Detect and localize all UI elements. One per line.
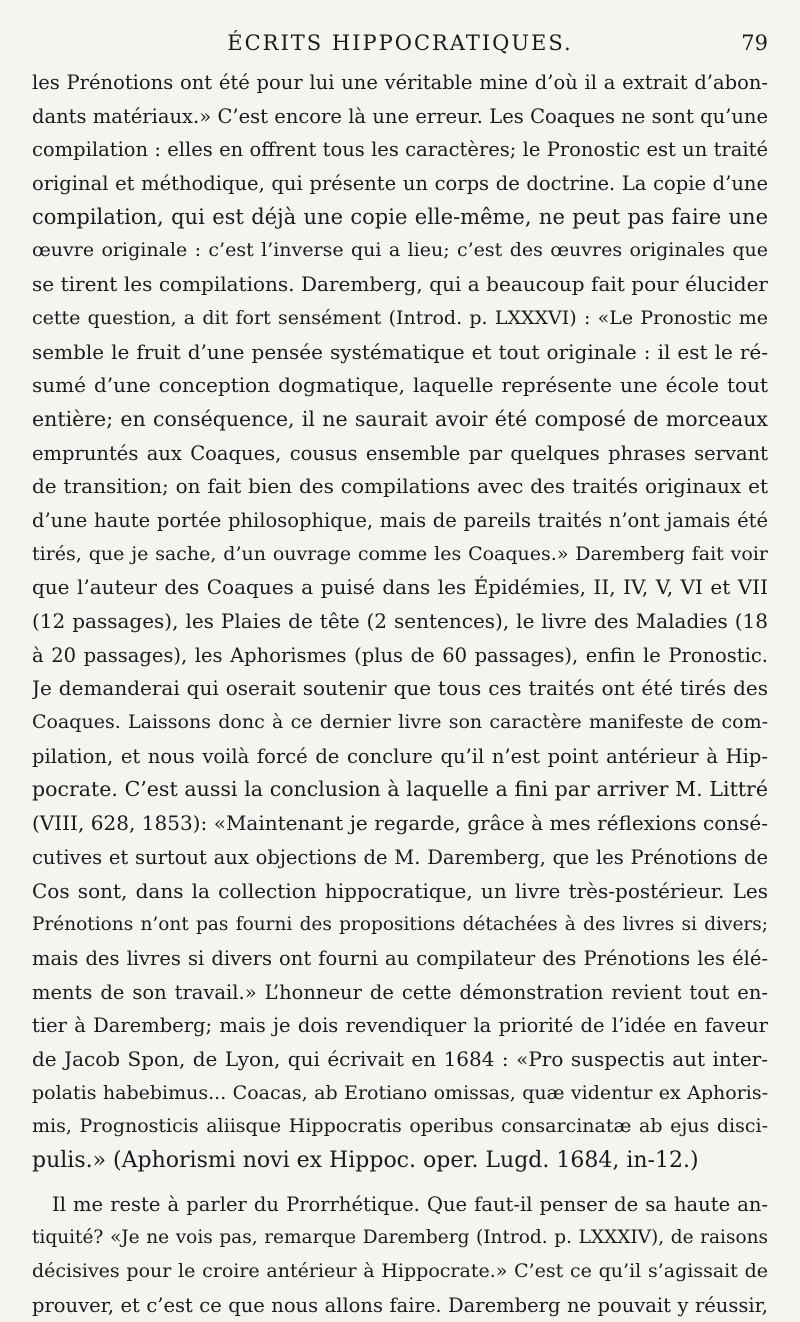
- line-text: (12 passages), les Plaies de tête (2 sentences), le livre des Maladies (18: [32, 609, 768, 633]
- line-text: empruntés aux Coaques, cousus ensemble par quelques phrases servant: [32, 441, 768, 465]
- line-text: tirés, que je sache, d’un ouvrage comme les Coaques.» Daremberg fait voir: [32, 542, 768, 565]
- line-text: Il me reste à parler du Prorrhétique. Que faut-il penser de sa haute an-: [52, 1192, 768, 1216]
- body-text: [32, 66, 768, 1322]
- text-line: [32, 201, 768, 235]
- line-text: sumé d’une conception dogmatique, laquelle représente une école tout: [32, 373, 768, 398]
- line-text: polatis habebimus... Coacas, ab Erotiano omissas, quæ videntur ex Aphoris-: [32, 1081, 768, 1104]
- text-line: [32, 639, 768, 673]
- line-text: tiquité? «Je ne vois pas, remarque Daremberg (Introd. p. LXXXIV), de raisons: [32, 1227, 768, 1249]
- line-text: pilation, et nous voilà forcé de conclure qu’il n’est point antérieur à Hip-: [32, 744, 768, 768]
- text-line: [32, 470, 768, 504]
- line-text: œuvre originale : c’est l’inverse qui a lieu; c’est des œuvres originales que: [32, 239, 768, 262]
- text-line: [32, 875, 768, 909]
- text-line: [32, 1009, 768, 1043]
- text-line: [32, 1110, 768, 1144]
- line-text: original et méthodique, qui présente un corps de doctrine. La copie d’une: [32, 172, 768, 196]
- text-line: [32, 234, 768, 268]
- running-header: [32, 28, 768, 58]
- line-text: les Prénotions ont été pour lui une véritable mine d’où il a extrait d’abon-: [32, 71, 768, 94]
- text-line: [32, 403, 768, 437]
- text-line: [32, 672, 768, 706]
- line-text: d’une haute portée philosophique, mais de pareils traités n’ont jamais été: [32, 508, 768, 532]
- line-text: cutives et surtout aux objections de M. Daremberg, que les Prénotions de: [32, 845, 768, 869]
- line-text: compilation : elles en offrent tous les caractères; le Pronostic est un traité: [32, 138, 768, 162]
- text-line: [32, 369, 768, 403]
- text-line: [32, 908, 768, 942]
- text-line: [32, 1289, 768, 1322]
- line-text: Prénotions n’ont pas fourni des propositions détachées à des livres si divers;: [32, 914, 768, 936]
- text-line: [32, 1255, 768, 1289]
- text-line: [32, 976, 768, 1010]
- text-line: [32, 1221, 768, 1255]
- line-text: Coaques. Laissons donc à ce dernier livre son caractère manifeste de com-: [32, 711, 768, 734]
- page-number: 79: [741, 31, 768, 55]
- line-text: dants matériaux.» C’est encore là une erreur. Les Coaques ne sont qu’une: [32, 104, 768, 128]
- text-line: [32, 1043, 768, 1077]
- text-line: [32, 437, 768, 471]
- text-line: [32, 942, 768, 976]
- line-text: prouver, et c’est ce que nous allons faire. Daremberg ne pouvait y réussir,: [32, 1293, 768, 1317]
- line-text: (VIII, 628, 1853): «Maintenant je regarde, grâce à mes réflexions consé-: [32, 811, 768, 836]
- text-line: [32, 268, 768, 302]
- line-text: ments de son travail.» L’honneur de cette démonstration revient tout en-: [32, 980, 768, 1004]
- line-text: se tirent les compilations. Daremberg, qui a beaucoup fait pour élucider: [32, 272, 768, 297]
- line-text: mis, Prognosticis aliisque Hippocratis operibus consarcinatæ ab ejus disci-: [32, 1115, 768, 1138]
- text-line: [32, 133, 768, 167]
- line-text: semble le fruit d’une pensée systématique et tout originale : il est le ré-: [32, 339, 768, 364]
- text-line: [32, 336, 768, 370]
- line-text: tier à Daremberg; mais je dois revendiquer la priorité de l’idée en faveur: [32, 1014, 768, 1038]
- text-line: [32, 1077, 768, 1111]
- text-line: [32, 841, 768, 875]
- text-line: [32, 100, 768, 134]
- running-title: ÉCRITS HIPPOCRATIQUES.: [227, 31, 573, 55]
- line-text: de Jacob Spon, de Lyon, qui écrivait en 1684 : «Pro suspectis aut inter-: [32, 1046, 768, 1071]
- text-line: [32, 302, 768, 336]
- line-text: mais des livres si divers ont fourni au compilateur des Prénotions les élé-: [32, 946, 768, 970]
- text-line: [32, 66, 768, 100]
- line-text: pulis.» (Aphorismi novi ex Hippoc. oper. Lugd. 1684, in-12.): [32, 1148, 699, 1173]
- line-text: entière; en conséquence, il ne saurait avoir été composé de morceaux: [32, 406, 768, 431]
- text-line: [32, 807, 768, 841]
- line-text: Je demanderai qui oserait soutenir que tous ces traités ont été tirés des: [32, 676, 768, 701]
- text-line: [32, 1144, 768, 1178]
- text-line: [32, 571, 768, 605]
- text-line: [32, 504, 768, 538]
- text-line: [32, 773, 768, 807]
- line-text: à 20 passages), les Aphorismes (plus de 60 passages), enfin le Pronostic.: [32, 643, 768, 667]
- text-line: [32, 740, 768, 774]
- text-line: [32, 605, 768, 639]
- text-line: [32, 167, 768, 201]
- line-text: Cos sont, dans la collection hippocratique, un livre très-postérieur. Les: [32, 878, 768, 903]
- line-text: de transition; on fait bien des compilations avec des traités originaux et: [32, 474, 768, 499]
- line-text: que l’auteur des Coaques a puisé dans les Épidémies, II, IV, V, VI et VII: [32, 575, 768, 600]
- text-line: [32, 1188, 768, 1222]
- line-text: décisives pour le croire antérieur à Hippocrate.» C’est ce qu’il s’agissait de: [32, 1260, 768, 1283]
- line-text: cette question, a dit fort sensément (Introd. p. LXXXVI) : «Le Pronostic me: [32, 306, 768, 329]
- text-line: [32, 706, 768, 740]
- line-text: pocrate. C’est aussi la conclusion à laquelle a fini par arriver M. Littré: [32, 777, 768, 802]
- line-text: compilation, qui est déjà une copie elle-même, ne peut pas faire une: [32, 204, 768, 229]
- text-line: [32, 538, 768, 572]
